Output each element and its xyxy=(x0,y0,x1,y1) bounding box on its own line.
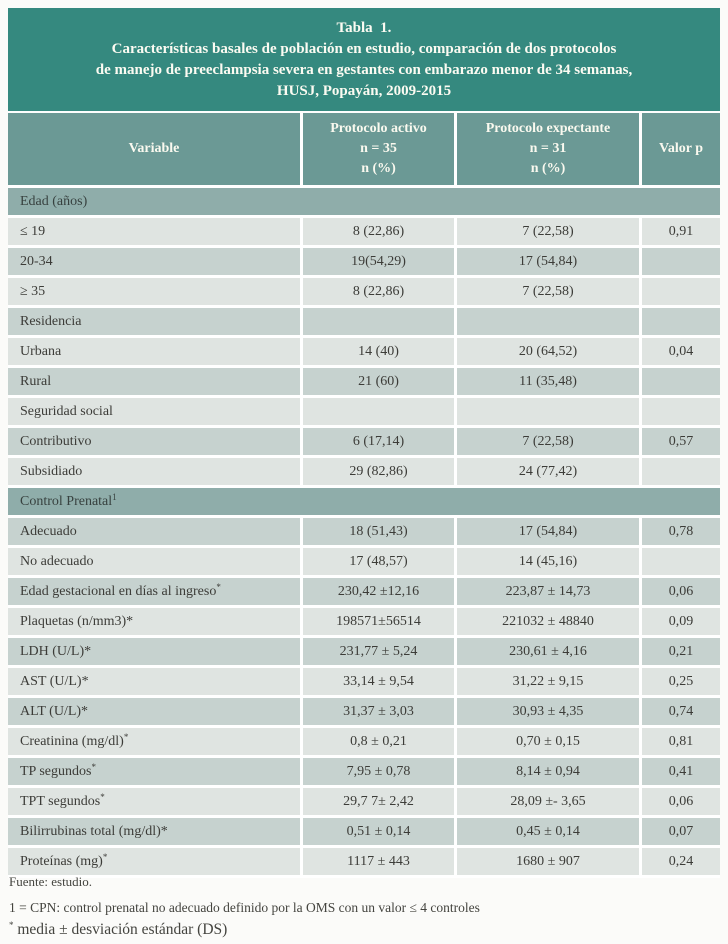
table-row xyxy=(8,218,720,248)
expectant-value-cell: 8,14 ± 0,94 xyxy=(454,758,639,788)
row-label-cell xyxy=(8,338,300,368)
row-label-cell xyxy=(8,608,300,638)
row-label-cell xyxy=(8,668,300,698)
p-value-cell xyxy=(639,368,720,398)
row-label: TPT segundos xyxy=(20,793,101,809)
p-value-cell: 0,25 xyxy=(639,668,720,698)
column-header-line: n (%) xyxy=(530,161,566,176)
table-row xyxy=(8,578,720,608)
column-header-line: Variable xyxy=(128,141,180,156)
p-value-cell xyxy=(639,548,720,578)
footnote-mean-text: media ± desviación estándar (DS) xyxy=(13,921,228,938)
table-body xyxy=(8,188,720,878)
p-value-cell xyxy=(639,398,720,428)
active-value-cell: 29,7 7± 2,42 xyxy=(300,788,454,818)
expectant-value-cell xyxy=(454,398,639,428)
section-header-cell xyxy=(8,188,720,218)
row-label-cell xyxy=(8,368,300,398)
expectant-value-cell: 11 (35,48) xyxy=(454,368,639,398)
expectant-value-cell: 24 (77,42) xyxy=(454,458,639,488)
row-label: Adecuado xyxy=(20,523,77,539)
row-label: Creatinina (mg/dl) xyxy=(20,733,124,749)
active-value-cell: 8 (22,86) xyxy=(300,278,454,308)
column-header-line: n = 31 xyxy=(529,141,567,156)
p-value-cell: 0,78 xyxy=(639,518,720,548)
active-value-cell: 1117 ± 443 xyxy=(300,848,454,878)
p-value-cell: 0,91 xyxy=(639,218,720,248)
row-label: Edad gestacional en días al ingreso xyxy=(20,583,217,599)
row-label: Bilirrubinas total (mg/dl)* xyxy=(20,823,168,839)
expectant-value-cell: 230,61 ± 4,16 xyxy=(454,638,639,668)
row-label: No adecuado xyxy=(20,553,94,569)
table-row xyxy=(8,308,720,338)
expectant-value-cell: 7 (22,58) xyxy=(454,218,639,248)
section-label: Edad (años) xyxy=(20,193,88,209)
row-label: Contributivo xyxy=(20,433,92,449)
expectant-value-cell: 30,93 ± 4,35 xyxy=(454,698,639,728)
table-row xyxy=(8,518,720,548)
p-value-cell: 0,57 xyxy=(639,428,720,458)
expectant-value-cell: 17 (54,84) xyxy=(454,248,639,278)
table-title-line-2: de manejo de preeclampsia severa en gestantes con embarazo menor de 34 semanas, xyxy=(95,62,633,78)
table-1 xyxy=(8,8,720,878)
p-value-cell: 0,06 xyxy=(639,578,720,608)
row-label-cell xyxy=(8,278,300,308)
table-title-line-3: HUSJ, Popayán, 2009-2015 xyxy=(276,83,452,99)
p-value-cell: 0,24 xyxy=(639,848,720,878)
table-title xyxy=(8,8,720,111)
row-label: ≤ 19 xyxy=(20,223,46,239)
active-value-cell: 230,42 ±12,16 xyxy=(300,578,454,608)
expectant-value-cell: 7 (22,58) xyxy=(454,278,639,308)
p-value-cell xyxy=(639,248,720,278)
active-value-cell: 231,77 ± 5,24 xyxy=(300,638,454,668)
section-row xyxy=(8,488,720,518)
table-row xyxy=(8,398,720,428)
column-header-valor-p xyxy=(639,113,720,188)
expectant-value-cell xyxy=(454,308,639,338)
table-row xyxy=(8,368,720,398)
table-row xyxy=(8,758,720,788)
expectant-value-cell: 1680 ± 907 xyxy=(454,848,639,878)
p-value-cell: 0,21 xyxy=(639,638,720,668)
asterisk-mark: * xyxy=(9,920,14,930)
data-table xyxy=(8,111,720,878)
row-label: AST (U/L)* xyxy=(20,673,89,689)
row-label-cell xyxy=(8,758,300,788)
row-label-cell xyxy=(8,698,300,728)
expectant-value-cell: 223,87 ± 14,73 xyxy=(454,578,639,608)
footnotes xyxy=(9,874,719,939)
active-value-cell: 7,95 ± 0,78 xyxy=(300,758,454,788)
active-value-cell: 0,51 ± 0,14 xyxy=(300,818,454,848)
table-number: Tabla 1. xyxy=(336,20,392,36)
row-label: Urbana xyxy=(20,343,62,359)
row-label: ≥ 35 xyxy=(20,283,46,299)
header-row xyxy=(8,113,720,188)
active-value-cell: 17 (48,57) xyxy=(300,548,454,578)
row-label-cell xyxy=(8,218,300,248)
table-row xyxy=(8,548,720,578)
section-row xyxy=(8,188,720,218)
p-value-cell: 0,04 xyxy=(639,338,720,368)
expectant-value-cell: 7 (22,58) xyxy=(454,428,639,458)
row-label: Subsidiado xyxy=(20,463,83,479)
expectant-value-cell: 0,45 ± 0,14 xyxy=(454,818,639,848)
active-value-cell: 14 (40) xyxy=(300,338,454,368)
row-label-cell xyxy=(8,458,300,488)
active-value-cell: 33,14 ± 9,54 xyxy=(300,668,454,698)
expectant-value-cell: 20 (64,52) xyxy=(454,338,639,368)
table-row xyxy=(8,698,720,728)
active-value-cell: 18 (51,43) xyxy=(300,518,454,548)
table-row xyxy=(8,338,720,368)
expectant-value-cell: 31,22 ± 9,15 xyxy=(454,668,639,698)
row-label-cell xyxy=(8,308,300,338)
table-row xyxy=(8,608,720,638)
active-value-cell: 0,8 ± 0,21 xyxy=(300,728,454,758)
active-value-cell: 198571±56514 xyxy=(300,608,454,638)
row-label-cell xyxy=(8,788,300,818)
p-value-cell: 0,07 xyxy=(639,818,720,848)
superscript-mark: 1 xyxy=(112,491,117,502)
p-value-cell: 0,09 xyxy=(639,608,720,638)
p-value-cell: 0,06 xyxy=(639,788,720,818)
active-value-cell: 19(54,29) xyxy=(300,248,454,278)
p-value-cell xyxy=(639,308,720,338)
row-label-cell xyxy=(8,638,300,668)
table-row xyxy=(8,428,720,458)
active-value-cell: 31,37 ± 3,03 xyxy=(300,698,454,728)
column-header-protocolo-activo xyxy=(300,113,454,188)
active-value-cell xyxy=(300,308,454,338)
row-label-cell xyxy=(8,428,300,458)
row-label: Plaquetas (n/mm3)* xyxy=(20,613,134,629)
section-label: Control Prenatal xyxy=(20,493,113,509)
row-label: Rural xyxy=(20,373,52,389)
column-header-line: Protocolo activo xyxy=(330,121,427,136)
table-row xyxy=(8,458,720,488)
row-label-cell xyxy=(8,578,300,608)
p-value-cell xyxy=(639,458,720,488)
table-row xyxy=(8,818,720,848)
row-label: LDH (U/L)* xyxy=(20,643,92,659)
column-header-line: Protocolo expectante xyxy=(485,121,611,136)
column-header-line: n = 35 xyxy=(360,141,397,156)
active-value-cell xyxy=(300,398,454,428)
table-title-line-1: Características basales de población en estudio, comparación de dos protocolos xyxy=(111,41,617,57)
footnote-mean-sd xyxy=(9,921,719,939)
column-header-variable xyxy=(8,113,300,188)
column-header-line: Valor p xyxy=(659,141,703,156)
superscript-mark: * xyxy=(216,581,221,592)
row-label: TP segundos xyxy=(20,763,92,779)
row-label-cell xyxy=(8,818,300,848)
row-label: Proteínas (mg) xyxy=(20,853,103,869)
row-label-cell xyxy=(8,548,300,578)
expectant-value-cell: 14 (45,16) xyxy=(454,548,639,578)
expectant-value-cell: 221032 ± 48840 xyxy=(454,608,639,638)
footnote-cpn-definition: 1 = CPN: control prenatal no adecuado definido por la OMS con un valor ≤ 4 controles xyxy=(9,900,480,915)
p-value-cell: 0,74 xyxy=(639,698,720,728)
active-value-cell: 8 (22,86) xyxy=(300,218,454,248)
row-label: 20-34 xyxy=(20,253,53,269)
table-row xyxy=(8,728,720,758)
superscript-mark: * xyxy=(91,761,96,772)
table-row xyxy=(8,788,720,818)
row-label: Residencia xyxy=(20,313,82,329)
table-row xyxy=(8,278,720,308)
row-label-cell xyxy=(8,728,300,758)
superscript-mark: * xyxy=(123,731,129,742)
row-label: ALT (U/L)* xyxy=(20,703,89,719)
row-label: Seguridad social xyxy=(20,403,113,419)
active-value-cell: 6 (17,14) xyxy=(300,428,454,458)
column-header-protocolo-expectante xyxy=(454,113,639,188)
table-row xyxy=(8,668,720,698)
table-row xyxy=(8,638,720,668)
row-label-cell xyxy=(8,518,300,548)
p-value-cell xyxy=(639,278,720,308)
table-row xyxy=(8,248,720,278)
expectant-value-cell: 28,09 ±- 3,65 xyxy=(454,788,639,818)
superscript-mark: * xyxy=(100,791,105,802)
p-value-cell: 0,81 xyxy=(639,728,720,758)
column-header-line: n (%) xyxy=(361,161,396,176)
table-header-row xyxy=(8,113,720,188)
row-label-cell xyxy=(8,248,300,278)
active-value-cell: 21 (60) xyxy=(300,368,454,398)
active-value-cell: 29 (82,86) xyxy=(300,458,454,488)
source-note: Fuente: estudio. xyxy=(9,874,93,889)
superscript-mark: * xyxy=(102,851,108,862)
expectant-value-cell: 0,70 ± 0,15 xyxy=(454,728,639,758)
row-label-cell xyxy=(8,398,300,428)
p-value-cell: 0,41 xyxy=(639,758,720,788)
section-header-cell xyxy=(8,488,720,518)
expectant-value-cell: 17 (54,84) xyxy=(454,518,639,548)
